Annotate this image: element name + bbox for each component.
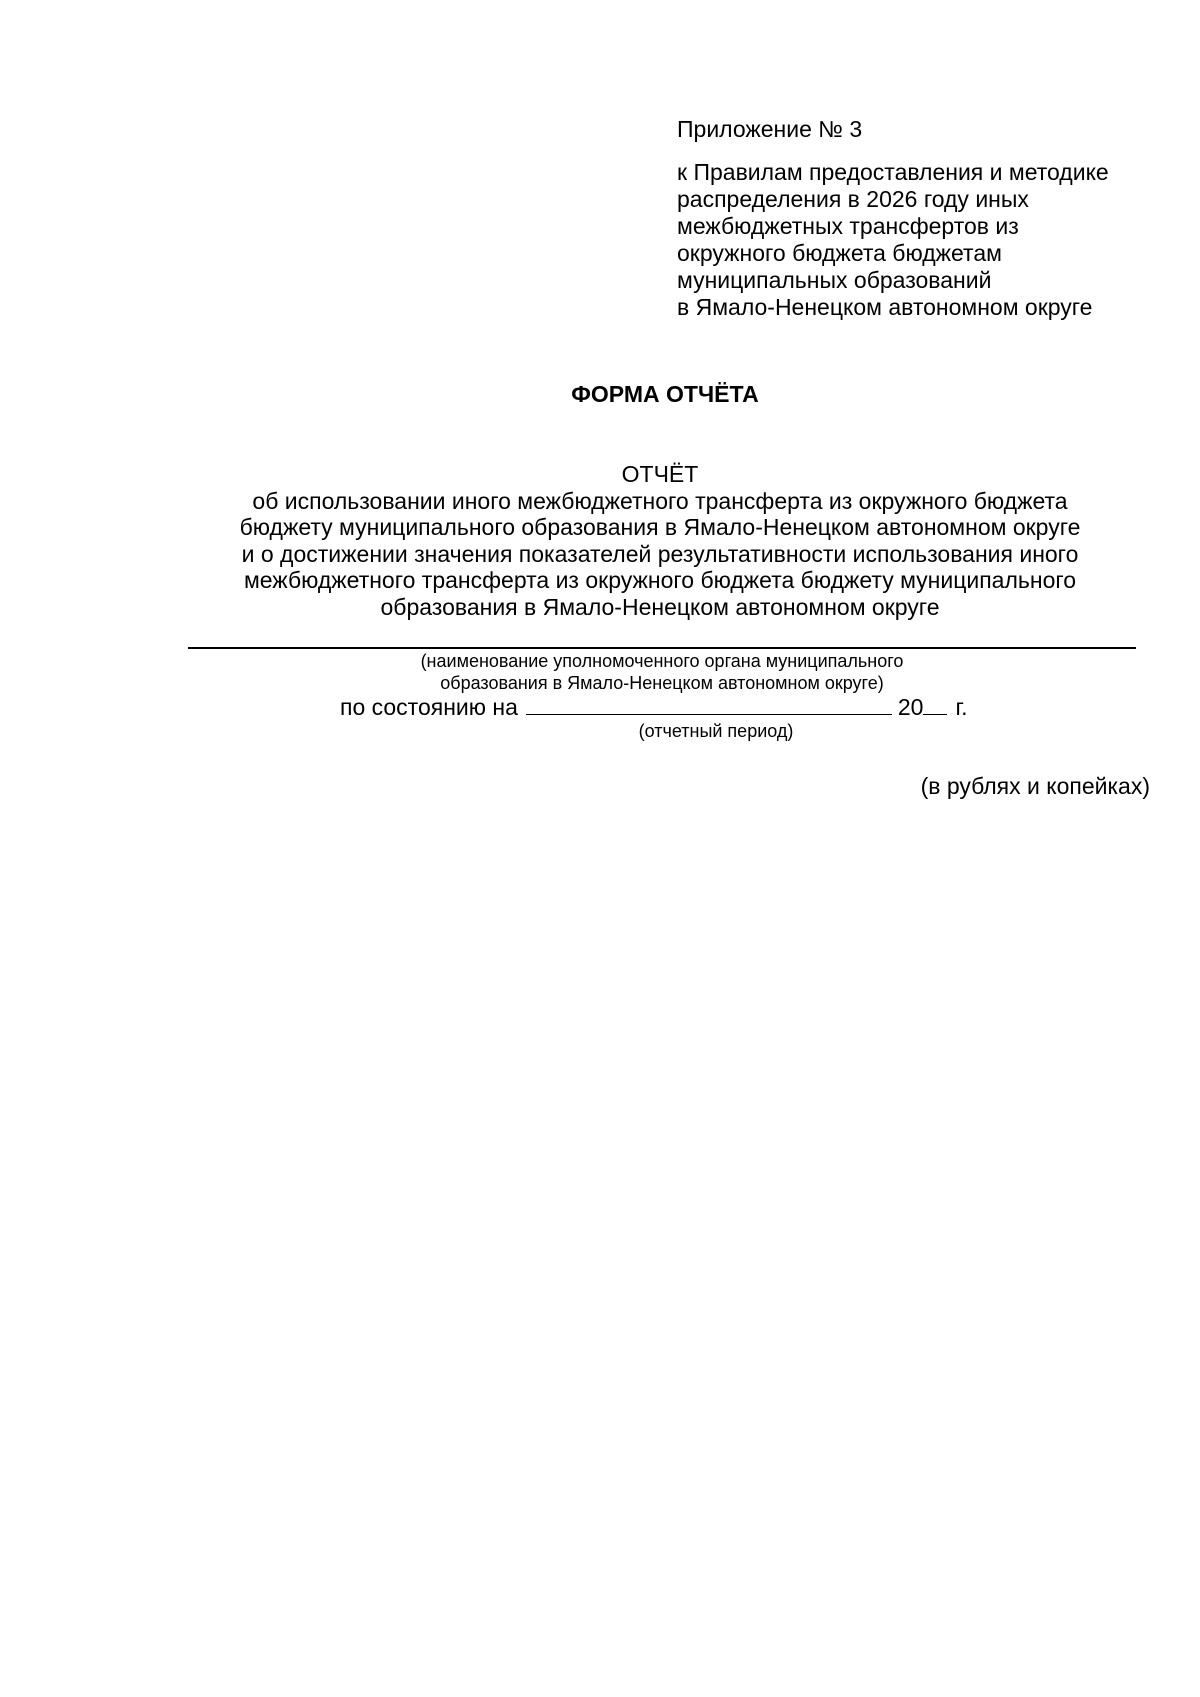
date-prefix: по состоянию на bbox=[340, 694, 518, 720]
reporting-period-caption: (отчетный период) bbox=[638, 721, 794, 741]
organization-caption-line: образования в Ямало-Ненецком автономном округе) bbox=[440, 673, 884, 693]
report-title-line: образования в Ямало-Ненецком автономном округе bbox=[380, 593, 940, 620]
form-title: ФОРМА ОТЧЁТА bbox=[571, 381, 759, 407]
appendix-line: окружного бюджета бюджетам bbox=[677, 240, 1002, 266]
appendix-description bbox=[677, 159, 1157, 321]
appendix-line: муниципальных образований bbox=[677, 267, 992, 293]
organization-caption bbox=[188, 650, 1136, 694]
report-title-block bbox=[180, 461, 1140, 620]
report-title-line: об использовании иного межбюджетного трансферта из окружного бюджета bbox=[252, 487, 1068, 514]
units-note: (в рублях и копейках) bbox=[920, 773, 1150, 799]
organization-caption-line: (наименование уполномоченного органа муниципального bbox=[420, 651, 904, 671]
report-title-line: бюджету муниципального образования в Ямало-Ненецком автономном округе bbox=[239, 514, 1081, 540]
year-prefix: 20 bbox=[897, 694, 924, 720]
report-title-line: межбюджетного трансферта из окружного бюджета бюджету муниципального bbox=[243, 567, 1077, 593]
reporting-period-blank bbox=[526, 694, 892, 715]
report-date-row bbox=[340, 693, 967, 721]
year-blank bbox=[923, 694, 947, 715]
report-title-line: и о достижении значения показателей результативности использования иного bbox=[241, 540, 1079, 567]
organization-name-blank bbox=[188, 647, 1136, 649]
year-suffix: г. bbox=[955, 694, 968, 720]
appendix-line: межбюджетных трансфертов из bbox=[677, 213, 1019, 239]
appendix-header bbox=[677, 116, 1157, 321]
appendix-line: к Правилам предоставления и методике bbox=[677, 159, 1109, 185]
appendix-line: в Ямало-Ненецком автономном округе bbox=[677, 294, 1093, 320]
appendix-line: распределения в 2026 году иных bbox=[677, 186, 1029, 212]
appendix-number: Приложение № 3 bbox=[677, 116, 863, 142]
report-heading: ОТЧЁТ bbox=[621, 461, 699, 487]
